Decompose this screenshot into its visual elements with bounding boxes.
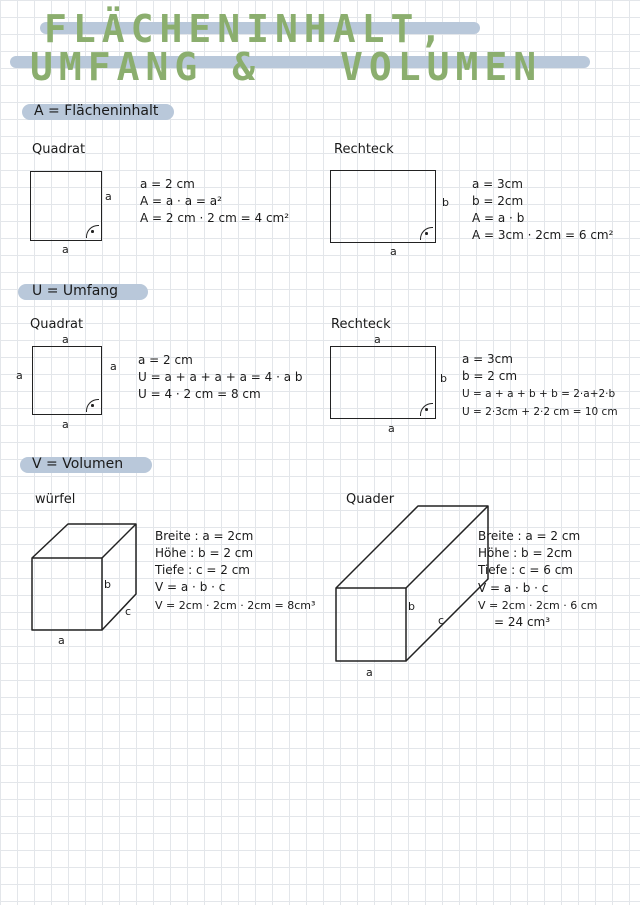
cube-edge-a-label: a (58, 634, 65, 647)
cuboid-edge-b-label: b (408, 600, 415, 613)
perimeter-square-line-2: U = a + a + a + a = 4 · a b (138, 370, 303, 384)
cube-line-4: V = a · b · c (155, 580, 226, 594)
right-angle-mark (420, 227, 433, 240)
page-title-line2-left: UMFANG & (30, 45, 262, 89)
right-angle-mark (86, 225, 99, 238)
area-square-line-3: A = 2 cm · 2 cm = 4 cm² (140, 211, 290, 225)
cuboid-line-3: Tiefe : c = 6 cm (478, 563, 573, 577)
page-title-line2-right: VOLUMEN (340, 45, 543, 89)
perimeter-square-left-label: a (16, 369, 23, 382)
section-area-label: A = Flächeninhalt (34, 103, 159, 119)
volume-cube-title: würfel (35, 492, 76, 507)
area-rect-title: Rechteck (334, 142, 394, 157)
section-volume-label: V = Volumen (32, 456, 124, 472)
volume-cuboid-title: Quader (346, 492, 395, 507)
area-square-title: Quadrat (32, 142, 86, 157)
area-rect-line-2: b = 2cm (472, 194, 524, 208)
perimeter-square-shape (32, 346, 102, 415)
cube-edge-c-label: c (125, 605, 132, 618)
right-angle-mark (420, 403, 433, 416)
area-square-line-2: A = a · a = a² (140, 194, 222, 208)
perimeter-square-title: Quadrat (30, 317, 84, 332)
cuboid-line-1: Breite : a = 2 cm (478, 529, 581, 543)
page-title-line1: FLÄCHENINHALT, (44, 7, 449, 51)
area-rect-side-label: b (442, 196, 449, 209)
perimeter-rect-side-label: b (440, 372, 447, 385)
area-rect-bottom-label: a (390, 245, 397, 258)
cuboid-edge-c-label: c (438, 614, 445, 627)
cuboid-line-2: Höhe : b = 2cm (478, 546, 573, 560)
cuboid-edge-a-label: a (366, 666, 373, 679)
perimeter-rect-shape (330, 346, 436, 419)
section-perimeter-label: U = Umfang (32, 283, 119, 299)
perimeter-square-right-label: a (110, 360, 117, 373)
area-rect-line-3: A = a · b (472, 211, 525, 225)
area-square-shape (30, 171, 102, 241)
cube-line-3: Tiefe : c = 2 cm (155, 563, 250, 577)
perimeter-square-line-3: U = 4 · 2 cm = 8 cm (138, 387, 261, 401)
area-square-side-label: a (105, 190, 112, 203)
perimeter-rect-title: Rechteck (331, 317, 391, 332)
perimeter-square-bottom-label: a (62, 418, 69, 431)
area-square-bottom-label: a (62, 243, 69, 256)
area-rect-line-1: a = 3cm (472, 177, 523, 191)
cube-line-2: Höhe : b = 2 cm (155, 546, 254, 560)
cube-line-1: Breite : a = 2cm (155, 529, 254, 543)
cube-line-5: V = 2cm · 2cm · 2cm = 8cm³ (155, 599, 316, 612)
perimeter-rect-line-2: b = 2 cm (462, 369, 518, 383)
cuboid-line-5: V = 2cm · 2cm · 6 cm (478, 599, 598, 612)
cuboid-line-4: V = a · b · c (478, 581, 549, 595)
perimeter-rect-top-label: a (374, 333, 381, 346)
perimeter-square-top-label: a (62, 333, 69, 346)
cuboid-line-6: = 24 cm³ (494, 615, 551, 629)
perimeter-square-line-1: a = 2 cm (138, 353, 193, 367)
perimeter-rect-line-3: U = a + a + b + b = 2·a+2·b (462, 388, 616, 400)
area-square-line-1: a = 2 cm (140, 177, 195, 191)
right-angle-mark (86, 399, 99, 412)
perimeter-rect-line-1: a = 3cm (462, 352, 513, 366)
area-rect-shape (330, 170, 436, 243)
area-rect-line-4: A = 3cm · 2cm = 6 cm² (472, 228, 614, 242)
perimeter-rect-bottom-label: a (388, 422, 395, 435)
perimeter-rect-line-4: U = 2·3cm + 2·2 cm = 10 cm (462, 406, 618, 418)
cube-edge-b-label: b (104, 578, 111, 591)
